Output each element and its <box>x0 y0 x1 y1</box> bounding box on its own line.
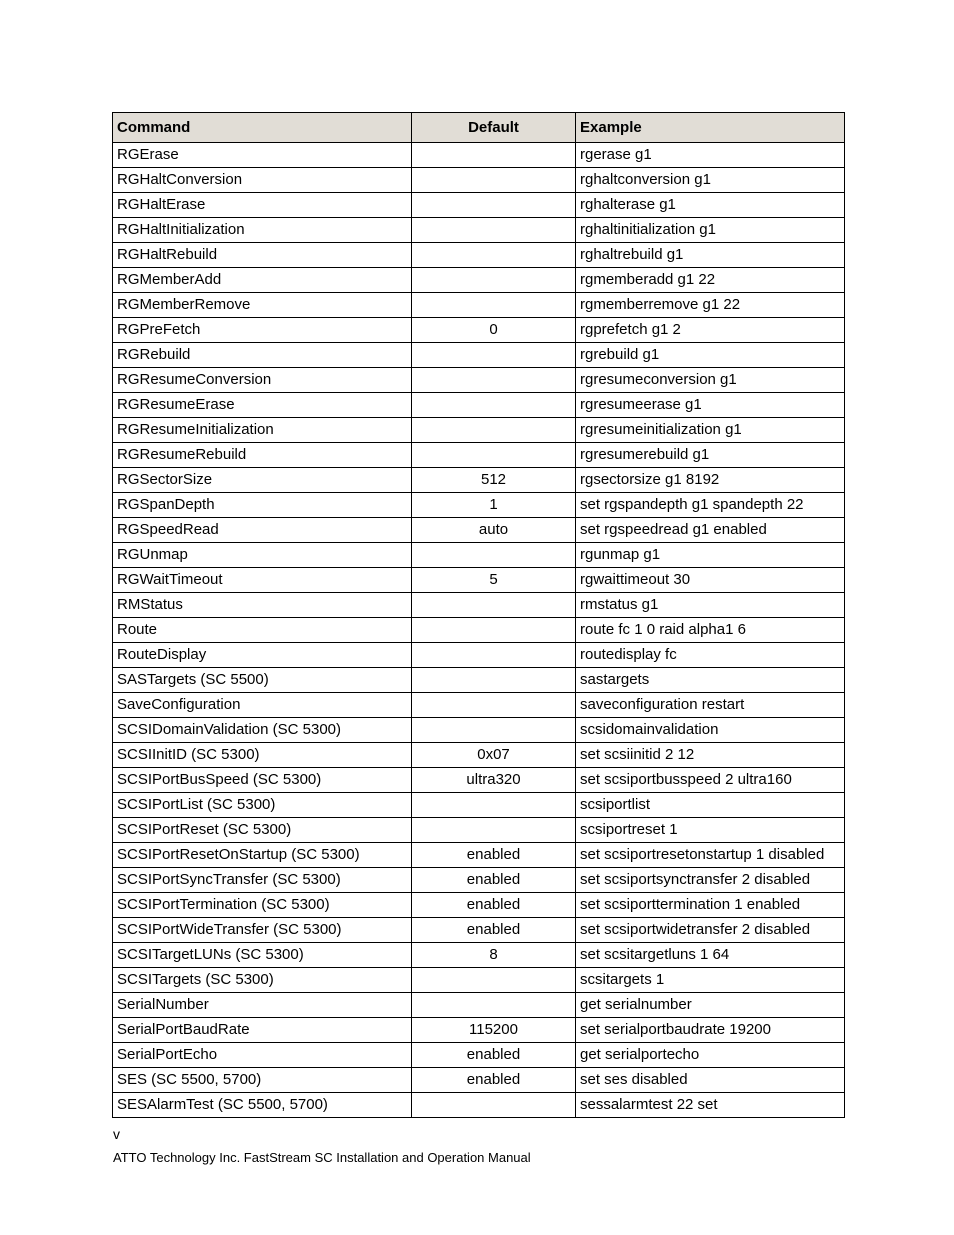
table-row <box>113 593 845 618</box>
command-cell: SCSIInitID (SC 5300) <box>113 743 412 768</box>
command-cell: SES (SC 5500, 5700) <box>113 1068 412 1093</box>
default-cell <box>412 618 576 643</box>
header-example: Example <box>576 113 845 143</box>
example-cell: set scsiportwidetransfer 2 disabled <box>576 918 845 943</box>
table-row <box>113 818 845 843</box>
table-row <box>113 343 845 368</box>
command-cell: RGPreFetch <box>113 318 412 343</box>
command-cell: SerialNumber <box>113 993 412 1018</box>
default-cell: ultra320 <box>412 768 576 793</box>
table-row <box>113 893 845 918</box>
table-row <box>113 643 845 668</box>
command-cell: SaveConfiguration <box>113 693 412 718</box>
default-cell <box>412 543 576 568</box>
command-cell: RGHaltRebuild <box>113 243 412 268</box>
table-row <box>113 468 845 493</box>
example-cell: scsidomainvalidation <box>576 718 845 743</box>
command-cell: RGSectorSize <box>113 468 412 493</box>
command-cell: SCSIPortList (SC 5300) <box>113 793 412 818</box>
example-cell: set scsiporttermination 1 enabled <box>576 893 845 918</box>
default-cell <box>412 218 576 243</box>
command-cell: RGMemberRemove <box>113 293 412 318</box>
command-cell: SCSIPortBusSpeed (SC 5300) <box>113 768 412 793</box>
default-cell <box>412 793 576 818</box>
table-row <box>113 168 845 193</box>
default-cell: 115200 <box>412 1018 576 1043</box>
default-cell: 0 <box>412 318 576 343</box>
example-cell: set rgspeedread g1 enabled <box>576 518 845 543</box>
example-cell: rgprefetch g1 2 <box>576 318 845 343</box>
default-cell: enabled <box>412 843 576 868</box>
default-cell: enabled <box>412 893 576 918</box>
table-row <box>113 1068 845 1093</box>
example-cell: route fc 1 0 raid alpha1 6 <box>576 618 845 643</box>
example-cell: rgresumerebuild g1 <box>576 443 845 468</box>
default-cell: enabled <box>412 1068 576 1093</box>
table-row <box>113 318 845 343</box>
command-cell: SerialPortBaudRate <box>113 1018 412 1043</box>
example-cell: rgrebuild g1 <box>576 343 845 368</box>
example-cell: rghaltconversion g1 <box>576 168 845 193</box>
example-cell: rgunmap g1 <box>576 543 845 568</box>
table-row <box>113 493 845 518</box>
default-cell: 512 <box>412 468 576 493</box>
command-cell: RGUnmap <box>113 543 412 568</box>
default-cell <box>412 368 576 393</box>
command-cell: RGHaltConversion <box>113 168 412 193</box>
example-cell: rgmemberremove g1 22 <box>576 293 845 318</box>
default-cell <box>412 143 576 168</box>
default-cell <box>412 168 576 193</box>
command-cell: RMStatus <box>113 593 412 618</box>
command-cell: RGSpanDepth <box>113 493 412 518</box>
default-cell <box>412 593 576 618</box>
command-cell: RGResumeInitialization <box>113 418 412 443</box>
command-cell: RGResumeErase <box>113 393 412 418</box>
table-row <box>113 768 845 793</box>
table-row <box>113 618 845 643</box>
command-cell: RouteDisplay <box>113 643 412 668</box>
command-cell: SCSIPortWideTransfer (SC 5300) <box>113 918 412 943</box>
default-cell: enabled <box>412 868 576 893</box>
example-cell: set ses disabled <box>576 1068 845 1093</box>
header-default: Default <box>412 113 576 143</box>
example-cell: rgwaittimeout 30 <box>576 568 845 593</box>
default-cell: enabled <box>412 918 576 943</box>
example-cell: set scsitargetluns 1 64 <box>576 943 845 968</box>
command-cell: SerialPortEcho <box>113 1043 412 1068</box>
example-cell: set scsiportbusspeed 2 ultra160 <box>576 768 845 793</box>
command-cell: SCSITargets (SC 5300) <box>113 968 412 993</box>
table-row <box>113 293 845 318</box>
footer-text: ATTO Technology Inc. FastStream SC Installation and Operation Manual <box>113 1150 531 1165</box>
table-row <box>113 993 845 1018</box>
command-cell: SCSITargetLUNs (SC 5300) <box>113 943 412 968</box>
command-cell: RGMemberAdd <box>113 268 412 293</box>
command-cell: SCSIPortResetOnStartup (SC 5300) <box>113 843 412 868</box>
default-cell <box>412 268 576 293</box>
table-row <box>113 668 845 693</box>
default-cell <box>412 693 576 718</box>
example-cell: rgmemberadd g1 22 <box>576 268 845 293</box>
default-cell <box>412 818 576 843</box>
example-cell: get serialnumber <box>576 993 845 1018</box>
default-cell <box>412 343 576 368</box>
default-cell <box>412 443 576 468</box>
table-row <box>113 1018 845 1043</box>
command-cell: SCSIDomainValidation (SC 5300) <box>113 718 412 743</box>
example-cell: sessalarmtest 22 set <box>576 1093 845 1118</box>
table-row <box>113 918 845 943</box>
example-cell: set scsiportsynctransfer 2 disabled <box>576 868 845 893</box>
default-cell <box>412 993 576 1018</box>
example-cell: rgresumeerase g1 <box>576 393 845 418</box>
command-cell: SASTargets (SC 5500) <box>113 668 412 693</box>
table-row <box>113 443 845 468</box>
example-cell: rgresumeconversion g1 <box>576 368 845 393</box>
table-row <box>113 1043 845 1068</box>
command-cell: SCSIPortTermination (SC 5300) <box>113 893 412 918</box>
example-cell: set scsiinitid 2 12 <box>576 743 845 768</box>
example-cell: routedisplay fc <box>576 643 845 668</box>
command-cell: SCSIPortReset (SC 5300) <box>113 818 412 843</box>
command-table <box>112 112 845 1118</box>
default-cell <box>412 293 576 318</box>
table-row <box>113 268 845 293</box>
example-cell: rgsectorsize g1 8192 <box>576 468 845 493</box>
command-cell: RGResumeRebuild <box>113 443 412 468</box>
example-cell: sastargets <box>576 668 845 693</box>
example-cell: get serialportecho <box>576 1043 845 1068</box>
header-command: Command <box>113 113 412 143</box>
default-cell <box>412 418 576 443</box>
default-cell: 0x07 <box>412 743 576 768</box>
table-row <box>113 1093 845 1118</box>
command-cell: RGSpeedRead <box>113 518 412 543</box>
default-cell: 8 <box>412 943 576 968</box>
example-cell: rgerase g1 <box>576 143 845 168</box>
example-cell: rghalterase g1 <box>576 193 845 218</box>
default-cell <box>412 968 576 993</box>
table-row <box>113 393 845 418</box>
table-row <box>113 843 845 868</box>
example-cell: set serialportbaudrate 19200 <box>576 1018 845 1043</box>
default-cell <box>412 718 576 743</box>
command-cell: SESAlarmTest (SC 5500, 5700) <box>113 1093 412 1118</box>
default-cell: 5 <box>412 568 576 593</box>
command-cell: RGResumeConversion <box>113 368 412 393</box>
table-row <box>113 718 845 743</box>
table-row <box>113 693 845 718</box>
default-cell <box>412 243 576 268</box>
table-row <box>113 568 845 593</box>
example-cell: scsiportlist <box>576 793 845 818</box>
table-row <box>113 543 845 568</box>
table-row <box>113 868 845 893</box>
page-number: v <box>113 1126 120 1142</box>
table-row <box>113 518 845 543</box>
default-cell: 1 <box>412 493 576 518</box>
example-cell: rghaltrebuild g1 <box>576 243 845 268</box>
default-cell: enabled <box>412 1043 576 1068</box>
default-cell <box>412 643 576 668</box>
example-cell: rmstatus g1 <box>576 593 845 618</box>
command-cell: RGHaltErase <box>113 193 412 218</box>
table-row <box>113 218 845 243</box>
command-cell: RGHaltInitialization <box>113 218 412 243</box>
table-row <box>113 968 845 993</box>
table-row <box>113 368 845 393</box>
table-row <box>113 193 845 218</box>
default-cell <box>412 193 576 218</box>
table-row <box>113 793 845 818</box>
table-row <box>113 243 845 268</box>
example-cell: scsitargets 1 <box>576 968 845 993</box>
command-cell: SCSIPortSyncTransfer (SC 5300) <box>113 868 412 893</box>
example-cell: rghaltinitialization g1 <box>576 218 845 243</box>
table-header-row <box>113 113 845 143</box>
table-row <box>113 418 845 443</box>
command-cell: RGRebuild <box>113 343 412 368</box>
default-cell <box>412 668 576 693</box>
table-row <box>113 943 845 968</box>
default-cell: auto <box>412 518 576 543</box>
command-cell: RGWaitTimeout <box>113 568 412 593</box>
default-cell <box>412 393 576 418</box>
default-cell <box>412 1093 576 1118</box>
example-cell: set rgspandepth g1 spandepth 22 <box>576 493 845 518</box>
example-cell: set scsiportresetonstartup 1 disabled <box>576 843 845 868</box>
command-cell: RGErase <box>113 143 412 168</box>
example-cell: saveconfiguration restart <box>576 693 845 718</box>
table-row <box>113 143 845 168</box>
example-cell: scsiportreset 1 <box>576 818 845 843</box>
example-cell: rgresumeinitialization g1 <box>576 418 845 443</box>
table-row <box>113 743 845 768</box>
command-cell: Route <box>113 618 412 643</box>
